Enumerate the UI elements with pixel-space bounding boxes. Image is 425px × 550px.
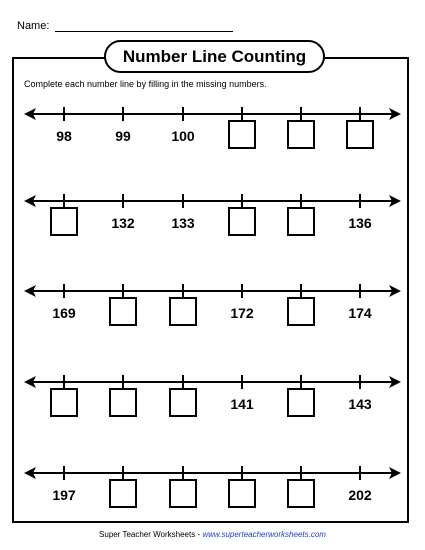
answer-box[interactable] — [169, 388, 197, 417]
number-line-5 — [0, 463, 425, 483]
number-label: 174 — [348, 305, 372, 321]
footer-link[interactable]: www.superteacherworksheets.com — [202, 530, 326, 539]
number-label: 141 — [230, 396, 254, 412]
footer-brand: Super Teacher Worksheets - — [99, 530, 203, 539]
number-label: 169 — [52, 305, 76, 321]
name-blank-line[interactable] — [55, 31, 233, 32]
answer-box[interactable] — [287, 120, 315, 149]
answer-box[interactable] — [169, 479, 197, 508]
answer-box[interactable] — [228, 479, 256, 508]
answer-box[interactable] — [169, 297, 197, 326]
number-label: 132 — [111, 215, 135, 231]
answer-box[interactable] — [287, 479, 315, 508]
answer-box[interactable] — [346, 120, 374, 149]
number-label: 133 — [171, 215, 195, 231]
answer-box[interactable] — [109, 388, 137, 417]
number-label: 98 — [56, 128, 72, 144]
number-label: 100 — [171, 128, 195, 144]
answer-box[interactable] — [50, 388, 78, 417]
number-label: 197 — [52, 487, 76, 503]
number-label: 143 — [348, 396, 372, 412]
number-label: 172 — [230, 305, 254, 321]
answer-box[interactable] — [287, 207, 315, 236]
answer-box[interactable] — [50, 207, 78, 236]
name-label: Name: — [17, 20, 50, 32]
number-label: 202 — [348, 487, 372, 503]
answer-box[interactable] — [287, 388, 315, 417]
answer-box[interactable] — [228, 120, 256, 149]
answer-box[interactable] — [287, 297, 315, 326]
number-label: 136 — [348, 215, 372, 231]
answer-box[interactable] — [109, 479, 137, 508]
footer — [0, 530, 425, 539]
number-line-3 — [0, 281, 425, 301]
instructions: Complete each number line by filling in the missing numbers. — [24, 79, 267, 89]
worksheet-title: Number Line Counting — [104, 40, 325, 73]
answer-box[interactable] — [109, 297, 137, 326]
number-label: 99 — [115, 128, 131, 144]
answer-box[interactable] — [228, 207, 256, 236]
